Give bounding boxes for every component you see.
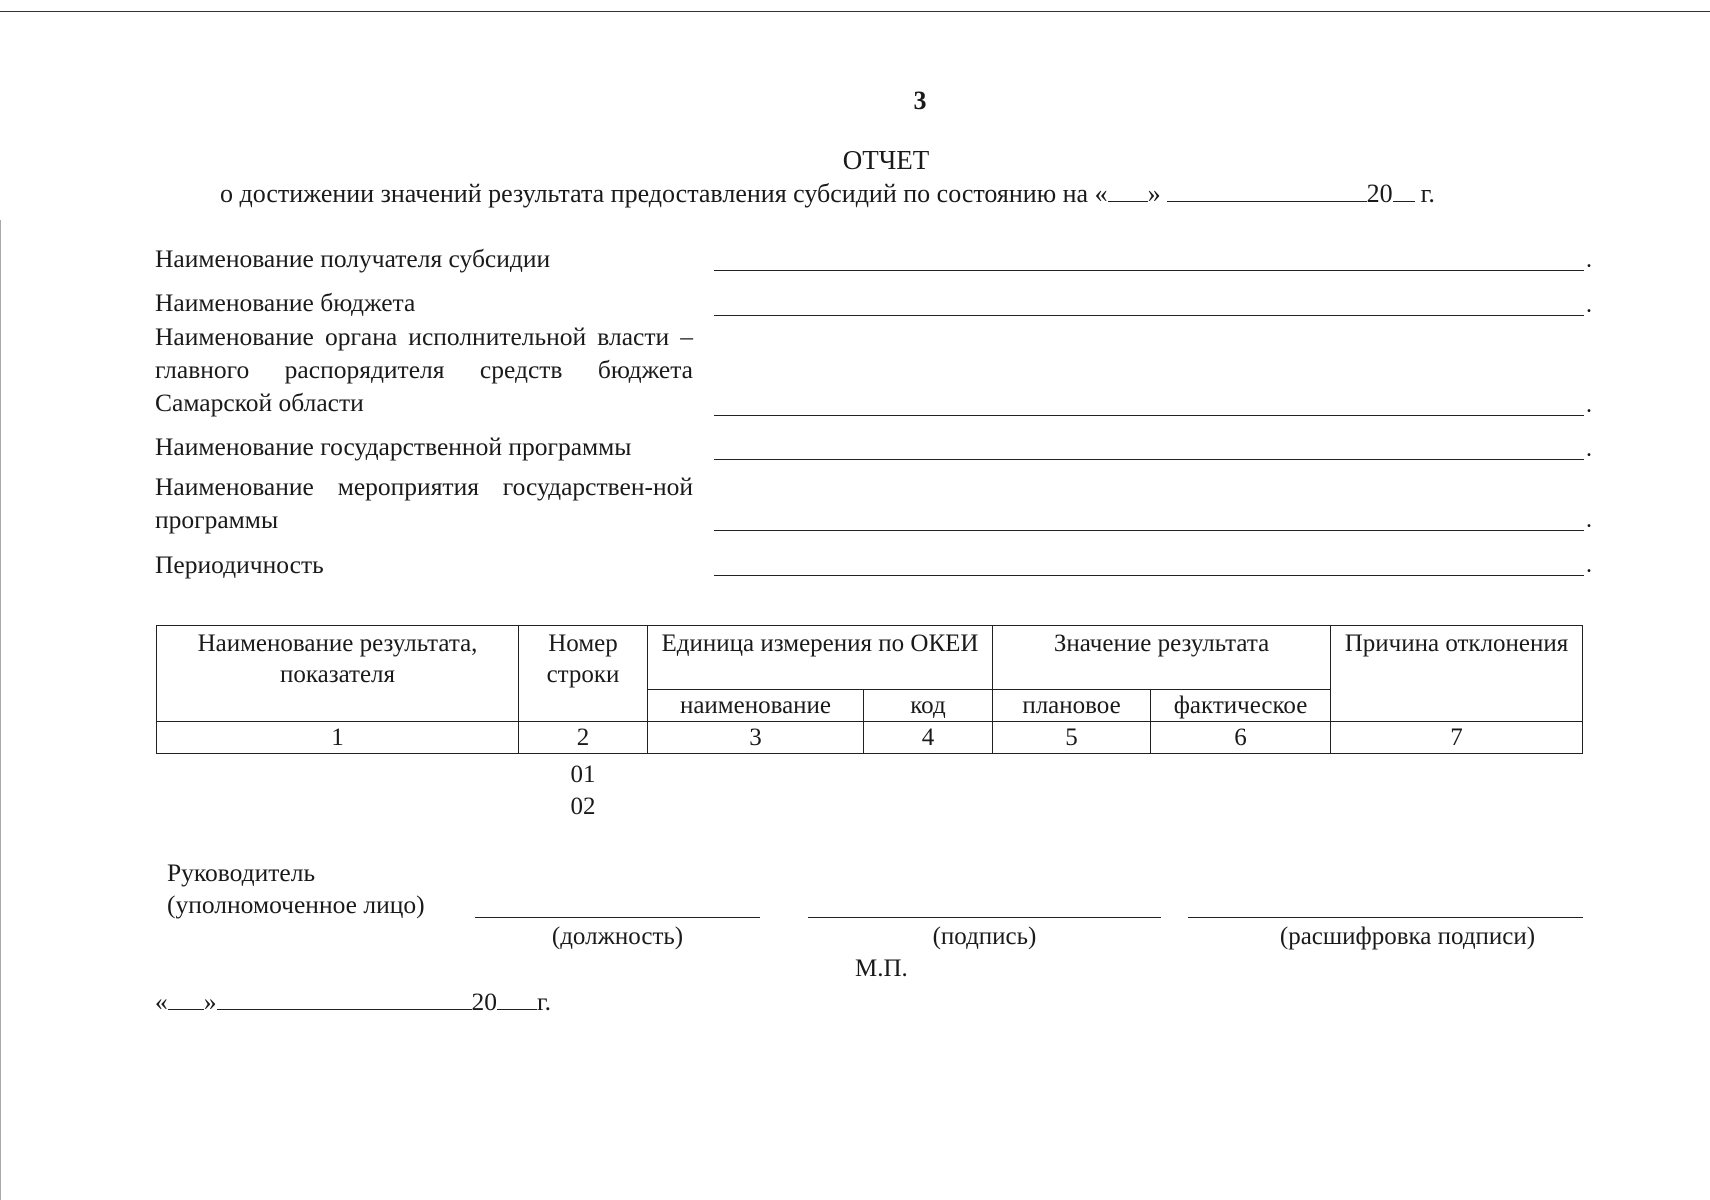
table-row-number: 02 bbox=[570, 793, 596, 820]
date-line bbox=[155, 985, 551, 1017]
field-line-periodicity[interactable] bbox=[714, 575, 1584, 576]
field-line-program-activity[interactable] bbox=[714, 530, 1584, 531]
stamp-place: М.П. bbox=[855, 955, 908, 982]
date-month-blank[interactable] bbox=[217, 985, 472, 1010]
position-line[interactable] bbox=[475, 917, 760, 918]
header-actual: фактическое bbox=[1151, 690, 1331, 722]
report-title: ОТЧЕТ bbox=[842, 145, 930, 175]
field-dot: . bbox=[1586, 552, 1592, 578]
column-number: 1 bbox=[157, 722, 519, 754]
report-subtitle bbox=[220, 177, 1435, 209]
date-year-suffix: г. bbox=[537, 987, 551, 1016]
subtitle-year-suffix: г. bbox=[1420, 179, 1435, 208]
column-number: 4 bbox=[864, 722, 993, 754]
head-label: Руководитель bbox=[167, 858, 316, 887]
column-number: 6 bbox=[1151, 722, 1331, 754]
header-result-name: Наименование результата, показателя bbox=[157, 626, 519, 722]
header-unit-code: код bbox=[864, 690, 993, 722]
date-year-prefix: 20 bbox=[471, 987, 497, 1016]
header-unit-name: наименование bbox=[648, 690, 864, 722]
header-row-number: Номер строки bbox=[519, 626, 648, 722]
field-label-periodicity: Периодичность bbox=[155, 550, 324, 579]
field-dot: . bbox=[1586, 292, 1592, 318]
date-open-quote: « bbox=[155, 987, 168, 1016]
field-label-recipient: Наименование получателя субсидии bbox=[155, 244, 551, 273]
table-column-number-row bbox=[157, 722, 1583, 754]
year-blank[interactable] bbox=[1393, 177, 1415, 202]
signature-line[interactable] bbox=[808, 917, 1161, 918]
subtitle-text: о достижении значений результата предоставления субсидий по состоянию на « bbox=[220, 179, 1108, 208]
date-close-quote: » bbox=[203, 987, 217, 1016]
field-dot: . bbox=[1586, 436, 1592, 462]
subtitle-quote-close: » bbox=[1147, 179, 1161, 208]
header-deviation-reason: Причина отклонения bbox=[1331, 626, 1583, 722]
date-year-blank[interactable] bbox=[497, 985, 537, 1010]
header-unit: Единица измерения по ОКЕИ bbox=[648, 626, 993, 690]
scan-left-edge bbox=[0, 220, 1, 1200]
signature-decoding-line[interactable] bbox=[1188, 917, 1583, 918]
signature-decoding-caption: (расшифровка подписи) bbox=[1279, 923, 1536, 950]
position-caption: (должность) bbox=[551, 923, 684, 950]
field-label-authority: Наименование органа исполнительной власти – главного распорядителя средств бюджета Самарской области bbox=[155, 322, 693, 417]
field-label-program: Наименование государственной программы bbox=[155, 432, 632, 461]
field-label-budget: Наименование бюджета bbox=[155, 288, 416, 317]
table-row-number: 01 bbox=[570, 761, 596, 788]
field-line-recipient[interactable] bbox=[714, 270, 1584, 271]
field-line-program[interactable] bbox=[714, 459, 1584, 460]
field-dot: . bbox=[1586, 247, 1592, 273]
field-label-program-activity: Наименование мероприятия государствен-ной программы bbox=[155, 472, 693, 534]
signature-caption: (подпись) bbox=[932, 923, 1037, 950]
column-number: 7 bbox=[1331, 722, 1583, 754]
table-header-row bbox=[157, 626, 1583, 690]
header-result-value: Значение результата bbox=[993, 626, 1331, 690]
field-line-budget[interactable] bbox=[714, 315, 1584, 316]
column-number: 3 bbox=[648, 722, 864, 754]
date-day-blank[interactable] bbox=[168, 985, 204, 1010]
results-table bbox=[156, 625, 1583, 754]
authorized-person-label: (уполномоченное лицо) bbox=[167, 890, 425, 919]
page-number: 3 bbox=[913, 86, 927, 115]
subtitle-year-prefix: 20 bbox=[1366, 179, 1393, 208]
top-border-line bbox=[0, 11, 1710, 12]
header-planned: плановое bbox=[993, 690, 1151, 722]
field-line-authority[interactable] bbox=[714, 415, 1584, 416]
field-dot: . bbox=[1586, 507, 1592, 533]
column-number: 5 bbox=[993, 722, 1151, 754]
day-blank[interactable] bbox=[1108, 177, 1148, 202]
month-blank[interactable] bbox=[1167, 177, 1367, 202]
column-number: 2 bbox=[519, 722, 648, 754]
field-dot: . bbox=[1586, 392, 1592, 418]
